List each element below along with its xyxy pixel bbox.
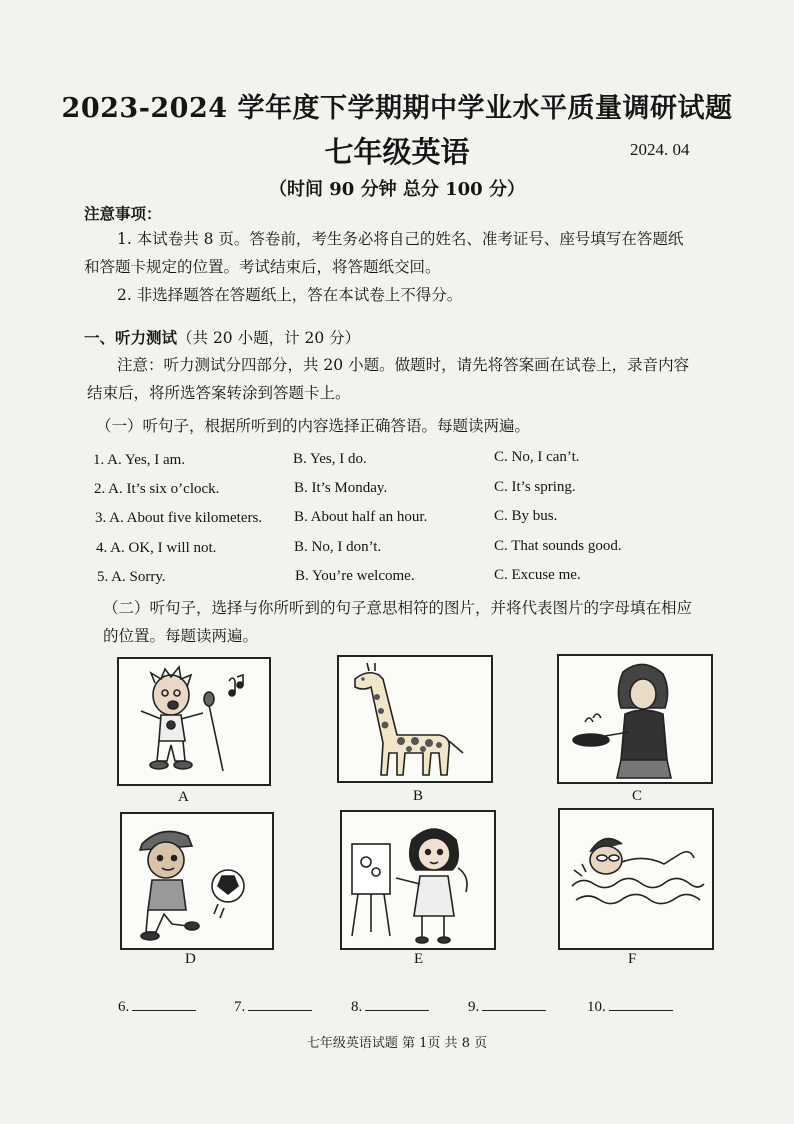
q3-option-a: 3. A. About five kilometers.	[95, 510, 263, 526]
section-1-title: 一、听力测试	[84, 328, 178, 347]
notes-item-1-line-2: 和答题卡规定的位置。考试结束后，将答题纸交回。	[84, 258, 441, 276]
singing-boy-icon	[119, 659, 269, 784]
q2-option-b: B. It’s Monday.	[294, 480, 388, 496]
blank-7-line[interactable]	[248, 996, 312, 1011]
q4-option-b: B. No, I don’t.	[294, 539, 382, 555]
soccer-boy-icon	[122, 814, 272, 948]
picture-d-label: D	[185, 951, 196, 967]
q3-option-b: B. About half an hour.	[294, 509, 428, 525]
notes-heading: 注意事项：	[84, 204, 162, 223]
answer-blank-6[interactable]	[118, 996, 196, 1016]
picture-e-painting-girl	[340, 810, 496, 950]
picture-c-label: C	[632, 788, 643, 804]
q5-option-c: C. Excuse me.	[494, 567, 581, 583]
blank-10-line[interactable]	[609, 996, 673, 1011]
q1-option-b: B. Yes, I do.	[293, 451, 367, 467]
answer-blank-10[interactable]	[587, 996, 673, 1016]
section-1-heading	[84, 328, 360, 348]
picture-a-singing-boy	[117, 657, 271, 786]
exam-title: 2023-2024 学年度下学期期中学业水平质量调研试题	[61, 93, 733, 124]
picture-c-cooking-woman	[557, 654, 713, 784]
q4-option-a: 4. A. OK, I will not.	[96, 540, 217, 556]
blank-10-number: 10.	[587, 999, 606, 1015]
giraffe-icon	[339, 657, 491, 781]
part-1-instruction: （一）听句子，根据所听到的内容选择正确答语。每题读两遍。	[96, 417, 531, 435]
section-1-detail: （共 20 小题，计 20 分）	[177, 329, 361, 347]
picture-f-label: F	[628, 951, 637, 967]
listening-note-line-2: 结束后，将所选答案转涂到答题卡上。	[87, 384, 351, 402]
cooking-woman-icon	[559, 656, 711, 782]
blank-8-line[interactable]	[365, 996, 429, 1011]
blank-8-number: 8.	[351, 999, 363, 1015]
q1-option-a: 1. A. Yes, I am.	[93, 452, 186, 468]
exam-subtitle: 七年级英语	[324, 135, 470, 169]
answer-blank-8[interactable]	[351, 996, 429, 1016]
blank-6-line[interactable]	[132, 996, 196, 1011]
picture-d-soccer-boy	[120, 812, 274, 950]
notes-item-1-line-1: 1. 本试卷共 8 页。答卷前，考生务必将自己的姓名、准考证号、座号填写在答题纸	[117, 230, 684, 248]
q5-option-b: B. You’re welcome.	[295, 568, 415, 584]
q1-option-c: C. No, I can’t.	[494, 449, 580, 465]
answer-blank-9[interactable]	[468, 996, 546, 1016]
blank-9-number: 9.	[468, 999, 480, 1015]
part-2-instruction-line-2: 的位置。每题读两遍。	[103, 627, 259, 645]
listening-note-line-1: 注意：听力测试分四部分，共 20 小题。做题时，请先将答案画在试卷上，录音内容	[117, 356, 690, 374]
q5-option-a: 5. A. Sorry.	[97, 569, 166, 585]
picture-a-label: A	[178, 789, 189, 805]
part-2-instruction-line-1: （二）听句子，选择与你所听到的句子意思相符的图片，并将代表图片的字母填在相应	[103, 599, 693, 617]
q3-option-c: C. By bus.	[494, 508, 558, 524]
page-footer: 七年级英语试题 第 1页 共 8 页	[306, 1036, 488, 1051]
answer-blank-7[interactable]	[234, 996, 312, 1016]
q4-option-c: C. That sounds good.	[494, 538, 622, 554]
picture-b-giraffe	[337, 655, 493, 783]
blank-7-number: 7.	[234, 999, 246, 1015]
exam-date: 2024. 04	[630, 140, 690, 159]
blank-9-line[interactable]	[482, 996, 546, 1011]
picture-f-swimming-boy	[558, 808, 714, 950]
q2-option-a: 2. A. It’s six o’clock.	[94, 481, 220, 497]
notes-item-2: 2. 非选择题答在答题纸上，答在本试卷上不得分。	[117, 286, 463, 304]
time-and-score: （时间 90 分钟 总分 100 分）	[269, 179, 525, 200]
picture-b-label: B	[413, 788, 424, 804]
q2-option-c: C. It’s spring.	[494, 479, 576, 495]
painting-girl-icon	[342, 812, 494, 948]
blank-6-number: 6.	[118, 999, 130, 1015]
picture-e-label: E	[414, 951, 424, 967]
swimming-boy-icon	[560, 810, 712, 948]
